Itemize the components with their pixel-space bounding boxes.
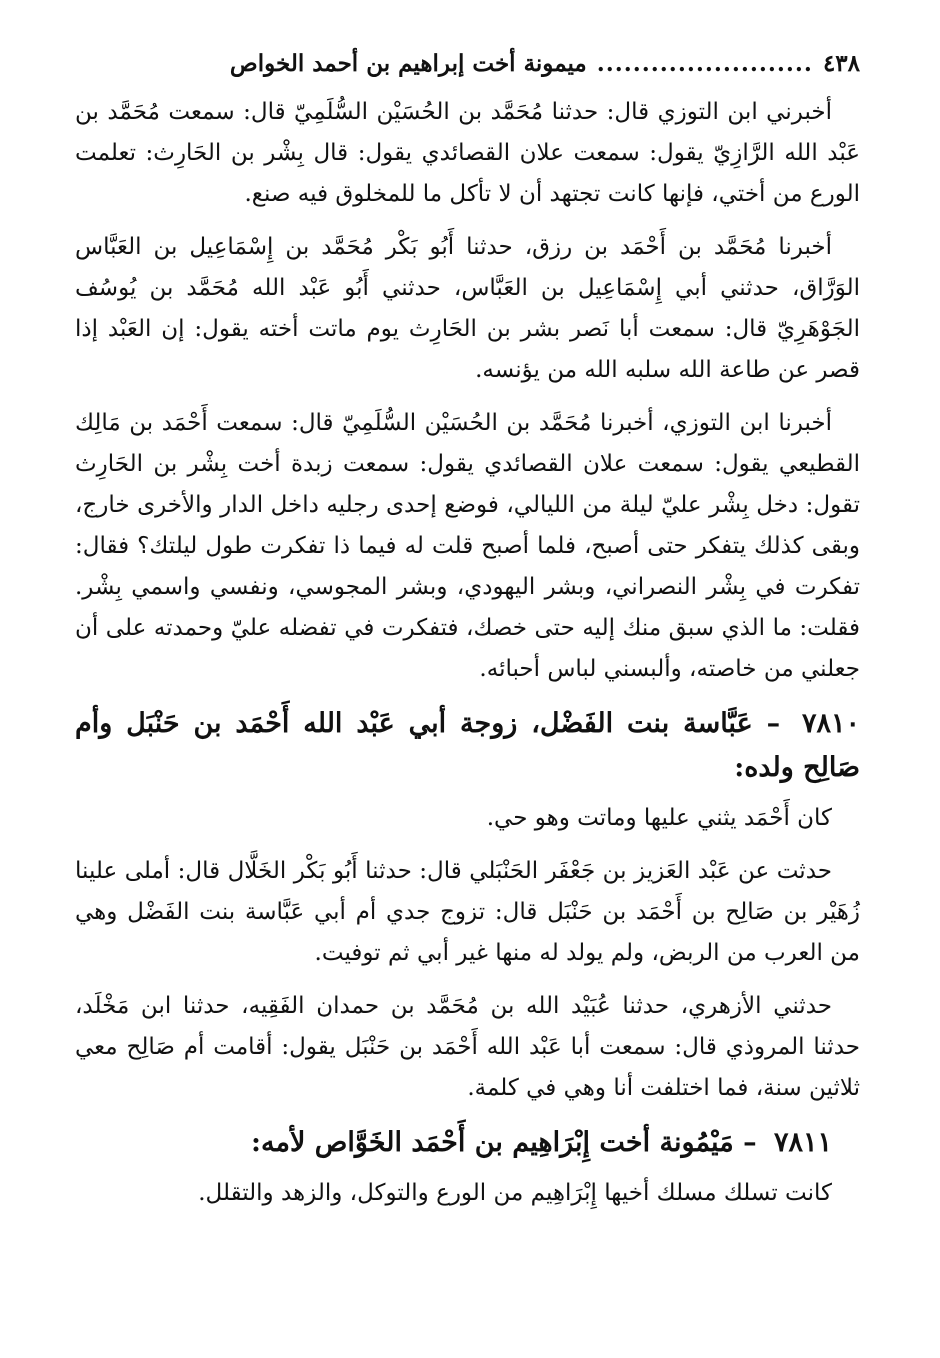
running-title: ميمونة أخت إبراهيم بن أحمد الخواص — [229, 50, 587, 77]
paragraph-3: أخبرنا ابن التوزي، أخبرنا مُحَمَّد بن الحُسَيْن السُّلَمِيّ قال: سمعت أَحْمَد بن مَالِك القطيعي يقول: سمعت علان القصائدي يقول: سمعت زبدة أخت بِشْر بن الحَارِث تقول: دخل بِشْر عليّ ليلة من الليالي، فوضع إحدى رجليه داخل الدار والأخرى خارج، وبقى كذلك يتفكر حتى أصبح، فلما أصبح قلت له فيما ذا تفكرت طول ليلتك؟ فقال: تفكرت في بِشْر النصراني، وبشر اليهودي، وبشر المجوسي، ونفسي واسمي بِشْر. فقلت: ما الذي سبق منك إليه حتى خصك، فتفكرت في تفضله عليّ وحمدته على أن جعلني من خاصته، وألبسني لباس أحبائه. — [75, 410, 860, 682]
entry-7810-paragraph-1: كان أَحْمَد يثني عليها وماتت وهو حي. — [486, 805, 832, 831]
entry-7811-title — [75, 1121, 860, 1165]
entry-7810-heading: – عَبَّاسة بنت الفَضْل، زوجة أبي عَبْد الله أَحْمَد بن حَنْبَل وأم صَالِح ولده: — [75, 708, 860, 783]
paragraph-1: أخبرني ابن التوزي قال: حدثنا مُحَمَّد بن الحُسَيْن السُّلَمِيّ قال: سمعت مُحَمَّد بن عَبْد الله الرَّازِيّ يقول: سمعت علان القصائدي يقول: قال بِشْر بن الحَارِث: تعلمت الورع من أختي، فإنها كانت تجتهد أن لا تأكل ما للمخلوق فيه صنع. — [75, 99, 860, 207]
running-header — [75, 50, 860, 86]
entry-7811-paragraph-1: كانت تسلك مسلك أخيها إِبْرَاهِيم من الورع والتوكل، والزهد والتقلل. — [198, 1180, 832, 1206]
entry-7811-number: ٧٨١١ — [773, 1127, 832, 1158]
page-number: ٤٣٨ — [822, 50, 860, 77]
paragraph-2: أخبرنا مُحَمَّد بن أَحْمَد بن رزق، حدثنا أَبُو بَكْر مُحَمَّد بن إِسْمَاعِيل بن العَبَّاس الوَرَّاق، حدثني أبي إِسْمَاعِيل بن العَبَّاس، حدثني أَبُو عَبْد الله مُحَمَّد بن يُوسُف الجَوْهَرِيّ قال: سمعت أبا نَصر بشر بن الحَارِث يوم ماتت أخته يقول: إن العَبْد إذا قصر عن طاعة الله سلبه الله من يؤنسه. — [75, 234, 860, 383]
entry-7810-paragraph-2: حدثت عن عَبْد العَزيز بن جَعْفَر الحَنْبَلي قال: حدثنا أَبُو بَكْر الخَلَّال قال: أملى علينا زُهَيْر بن صَالِح بن أَحْمَد بن حَنْبَل قال: تزوج جدي أم أبي عَبَّاسة بنت الفَضْل وهي من العرب من الربض، ولم يولد له منها غير أبي ثم توفيت. — [75, 858, 860, 966]
entry-7810-paragraph-3: حدثني الأزهري، حدثنا عُبَيْد الله بن مُحَمَّد بن حمدان الفَقِيه، حدثنا ابن مَخْلَد، حدثنا المروذي قال: سمعت أبا عَبْد الله أَحْمَد بن حَنْبَل يقول: أقامت أم صَالِح معي ثلاثين سنة، فما اختلفت أنا وهي في كلمة. — [75, 993, 860, 1101]
header-dots: ........................ — [596, 50, 813, 77]
entry-7810-title — [75, 702, 860, 790]
entry-7811-heading: – مَيْمُونة أخت إِبْرَاهِيم بن أَحْمَد الخَوَّاص لأمه: — [251, 1127, 757, 1158]
entry-7810-number: ٧٨١٠ — [802, 708, 861, 739]
